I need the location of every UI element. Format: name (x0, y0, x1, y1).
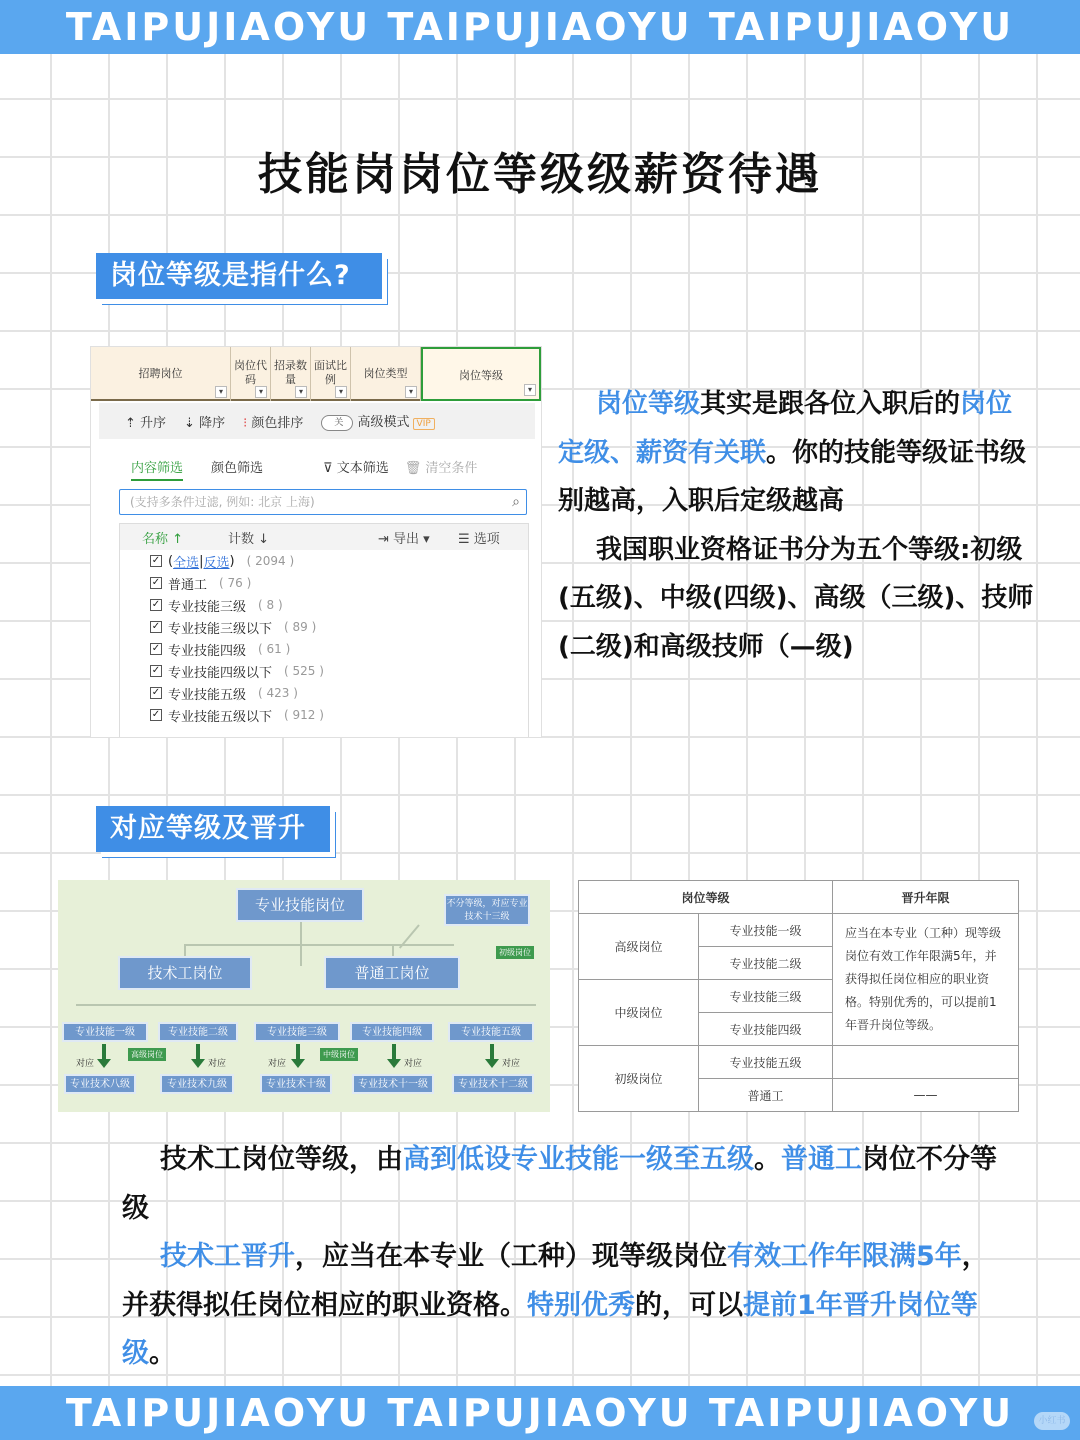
item-count: ( 423 ) (258, 686, 298, 700)
body-text: ，应当在本专业（工种）现等级岗位 (295, 1241, 727, 1272)
count-value: 89 (292, 620, 308, 634)
name-label: 名称 (142, 531, 169, 547)
tab-content-filter[interactable]: 内容筛选 (131, 457, 183, 481)
arrow-down-icon (392, 1044, 396, 1060)
highlight-text: 普通工 (781, 1144, 862, 1175)
column-label: 招录数量 (274, 359, 307, 386)
dropdown-arrow-icon[interactable]: ▾ (335, 386, 347, 398)
tag-senior-position: 高级岗位 (128, 1048, 166, 1061)
highlight-text: 特别优秀 (527, 1289, 635, 1321)
table-cell-senior: 高级岗位 (579, 914, 699, 980)
export-label: 导出 (393, 531, 420, 547)
count-value: 912 (292, 708, 316, 722)
highlight-text: 技术工晋升 (160, 1241, 295, 1272)
column-label: 岗位代码 (234, 359, 267, 386)
table-cell-empty (833, 1046, 1019, 1079)
connector-line (76, 1004, 536, 1006)
list-item[interactable] (120, 660, 528, 682)
highlight-text: 岗位等级 (596, 389, 701, 419)
trash-icon: 🗑 (404, 461, 422, 476)
table-cell: 普通工 (699, 1079, 833, 1112)
dropdown-arrow-icon[interactable]: ▾ (255, 386, 267, 398)
item-label: 普通工 (168, 577, 208, 593)
org-node-level-2: 专业技能二级 (158, 1022, 238, 1042)
column-label: 招聘岗位 (138, 367, 183, 380)
list-item-select-all[interactable]: ✓ ( 全选 | 反选 ) ( 2094 ) (151, 553, 295, 571)
org-node-root: 专业技能岗位 (236, 888, 364, 922)
text-filter-label: 文本筛选 (336, 461, 389, 476)
column-header[interactable] (91, 347, 231, 401)
list-header (120, 524, 528, 550)
page-title: 技能岗岗位等级级薪资待遇 (258, 149, 822, 200)
checkbox-checked-icon[interactable]: ✓ (151, 577, 161, 588)
list-item[interactable] (120, 594, 528, 616)
list-item[interactable] (120, 704, 528, 726)
corresponds-label: 对应 (502, 1059, 521, 1069)
item-label: 专业技能五级以下 (168, 709, 273, 725)
count-label: 计数 (228, 531, 255, 547)
checkbox-checked-icon[interactable]: ✓ (151, 709, 161, 720)
funnel-icon: ⊽ (323, 461, 333, 476)
column-header[interactable] (311, 347, 351, 401)
org-node-tech-12: 专业技术十二级 (452, 1074, 534, 1094)
advanced-mode-toggle[interactable] (321, 411, 434, 431)
column-header[interactable] (231, 347, 271, 401)
arrow-down-icon (296, 1044, 300, 1060)
count-value: 423 (266, 686, 290, 700)
highlight-text: 高到低设专业技能一级至五级 (403, 1144, 754, 1175)
table-cell: 专业技能五级 (699, 1046, 833, 1079)
table-cell-promotion-note: 应当在本专业（工种）现等级岗位有效工作年限满5年，并获得拟任岗位相应的职业资格。特别优秀的，可以提前1年晋升岗位等级。 (833, 914, 1019, 1046)
top-banner: TAIPUJIAOYU TAIPUJIAOYU TAIPUJIAOYU (0, 0, 1080, 54)
org-node-level-3: 专业技能三级 (254, 1022, 340, 1042)
item-count: ( 8 ) (258, 598, 283, 612)
body-text: 我国职业资格证书分为五个等级:初级(五级)、中级(四级)、高级（三级)、技师(二级)和高级技师（—级) (558, 534, 1034, 662)
select-all-link[interactable]: 全选 (173, 555, 200, 571)
filter-panel-screenshot (90, 346, 542, 738)
invert-selection-link[interactable]: 反选 (203, 555, 230, 571)
table-cell-junior: 初级岗位 (579, 1046, 699, 1112)
section-label-levels-promotion: 对应等级及晋升 (96, 806, 330, 852)
table-header-level: 岗位等级 (579, 881, 833, 914)
table-header-years: 晋升年限 (833, 881, 1019, 914)
column-label: 岗位等级 (459, 369, 503, 382)
org-node-level-4: 专业技能四级 (350, 1022, 434, 1042)
highlight-text: 有效工作年限满5年 (727, 1241, 962, 1272)
checkbox-checked-icon[interactable]: ✓ (151, 643, 161, 654)
sort-desc-label: 降序 (199, 415, 226, 431)
item-count: ( 76 ) (219, 576, 252, 590)
dropdown-arrow-icon[interactable]: ▾ (215, 386, 227, 398)
level-explanation-paragraph (558, 380, 1036, 671)
options-button[interactable]: ☰ 选项 (458, 531, 500, 547)
list-item[interactable] (120, 616, 528, 638)
item-count: ( 61 ) (258, 642, 291, 656)
text-filter-button[interactable] (323, 457, 389, 481)
item-label: 专业技能四级以下 (168, 665, 273, 681)
item-label: 专业技能四级 (168, 643, 247, 659)
column-label: 岗位类型 (363, 367, 408, 380)
position-level-org-chart (58, 880, 550, 1112)
body-text: 。你的技能等级证书级别越高，入职后定级越高 (558, 437, 1027, 516)
watermark: 小红书 (1034, 1412, 1070, 1430)
item-count: ( 525 ) (284, 664, 324, 678)
toggle-switch[interactable]: 关 (321, 415, 353, 431)
connector-line (184, 944, 454, 946)
body-text: 。 (754, 1144, 781, 1175)
body-text: 岗位不分等级 (122, 1144, 997, 1224)
table-cell: 专业技能三级 (699, 980, 833, 1013)
dropdown-arrow-icon[interactable]: ▾ (524, 384, 536, 396)
item-label: 专业技能三级 (168, 599, 247, 615)
body-text: 技术工岗位等级，由 (160, 1144, 403, 1175)
column-header[interactable] (271, 347, 311, 401)
sort-asc-button[interactable]: ⇡ 升序 (125, 415, 167, 431)
item-count: ( 2094 ) (246, 554, 295, 568)
filter-value-list (119, 523, 529, 738)
search-icon[interactable]: ⌕ (512, 494, 520, 510)
org-node-tech-8: 专业技术八级 (64, 1074, 136, 1094)
total-count: 2094 (255, 554, 286, 568)
tag-mid-position: 中级岗位 (320, 1048, 358, 1061)
item-label: 专业技能五级 (168, 687, 247, 703)
item-label: 专业技能三级以下 (168, 621, 273, 637)
checkbox-checked-icon[interactable]: ✓ (151, 599, 161, 610)
corresponds-label: 对应 (268, 1059, 287, 1069)
color-sort-label: 颜色排序 (251, 415, 304, 431)
item-count: ( 912 ) (284, 708, 324, 722)
arrow-down-icon (196, 1044, 200, 1060)
table-cell-mid: 中级岗位 (579, 980, 699, 1046)
search-placeholder: (支持多条件过滤, 例如: 北京 上海) (130, 495, 315, 509)
sort-by-name-button[interactable]: 名称 ↑ (142, 531, 184, 547)
arrow-down-icon (490, 1044, 494, 1060)
highlight-text: 提前1年晋升岗位等级 (122, 1289, 978, 1369)
org-node-tech-11: 专业技术十一级 (352, 1074, 434, 1094)
promotion-table (578, 880, 1019, 1112)
filter-tabs (131, 457, 531, 481)
filter-search-input[interactable] (119, 489, 527, 515)
clear-filter-label: 清空条件 (425, 461, 478, 476)
promotion-explanation-paragraph (122, 1136, 1008, 1379)
count-value: 76 (227, 576, 243, 590)
org-note-general: 不分等级，对应专业技术十三级 (444, 894, 530, 926)
column-header[interactable] (351, 347, 421, 401)
checkbox-checked-icon[interactable]: ✓ (151, 621, 161, 632)
count-value: 8 (266, 598, 275, 612)
count-value: 525 (292, 664, 316, 678)
checkbox-checked-icon[interactable]: ✓ (151, 555, 161, 566)
corresponds-label: 对应 (404, 1059, 423, 1069)
org-node-tech-10: 专业技术十级 (260, 1074, 332, 1094)
table-cell-dash: —— (833, 1079, 1019, 1112)
column-header-selected[interactable] (421, 347, 541, 401)
arrow-down-icon (102, 1044, 106, 1060)
body-text: 其实是跟各位入职后的 (700, 389, 961, 419)
column-label: 面试比例 (314, 359, 347, 386)
body-text: ，并获得拟任岗位相应的职业资格。 (122, 1241, 989, 1321)
advanced-mode-label: 高级模式 (357, 415, 410, 431)
bottom-banner: TAIPUJIAOYU TAIPUJIAOYU TAIPUJIAOYU (0, 1386, 1080, 1440)
body-text: 。 (149, 1338, 176, 1369)
body-text: 的，可以 (635, 1289, 743, 1321)
tag-junior-position: 初级岗位 (496, 946, 534, 959)
item-count: ( 89 ) (284, 620, 317, 634)
sort-toolbar (99, 403, 535, 439)
color-sort-icon: ⁝ (243, 415, 248, 431)
table-cell: 专业技能二级 (699, 947, 833, 980)
checkbox-checked-icon[interactable]: ✓ (151, 665, 161, 676)
corresponds-label: 对应 (208, 1059, 227, 1069)
spreadsheet-header-row (91, 347, 542, 401)
options-label: 选项 (473, 531, 500, 547)
org-node-general: 普通工岗位 (324, 956, 460, 990)
org-node-tech-9: 专业技术九级 (160, 1074, 234, 1094)
corresponds-label: 对应 (76, 1059, 95, 1069)
dropdown-arrow-icon[interactable]: ▾ (405, 386, 417, 398)
list-item[interactable] (120, 638, 528, 660)
list-item[interactable] (120, 572, 528, 594)
org-node-level-5: 专业技能五级 (448, 1022, 534, 1042)
list-item[interactable] (120, 682, 528, 704)
count-value: 61 (266, 642, 282, 656)
dropdown-arrow-icon[interactable]: ▾ (295, 386, 307, 398)
table-cell: 专业技能一级 (699, 914, 833, 947)
org-node-level-1: 专业技能一级 (62, 1022, 148, 1042)
checkbox-checked-icon[interactable]: ✓ (151, 687, 161, 698)
sort-by-count-button[interactable]: 计数 ↓ (228, 531, 270, 547)
highlight-text: 岗位定级、薪资有关联 (558, 389, 1013, 468)
vip-badge: VIP (413, 418, 435, 430)
color-sort-button[interactable] (243, 412, 303, 431)
clear-filter-button[interactable] (405, 457, 478, 481)
sort-asc-label: 升序 (140, 415, 167, 431)
export-button[interactable]: ⇥ 导出 ▾ (378, 531, 430, 547)
table-cell: 专业技能四级 (699, 1013, 833, 1046)
tab-color-filter[interactable]: 颜色筛选 (211, 461, 264, 476)
section-label-what-is-level: 岗位等级是指什么? (96, 253, 382, 299)
sort-desc-button[interactable]: ⇣ 降序 (184, 415, 226, 431)
org-node-technical: 技术工岗位 (118, 956, 252, 990)
